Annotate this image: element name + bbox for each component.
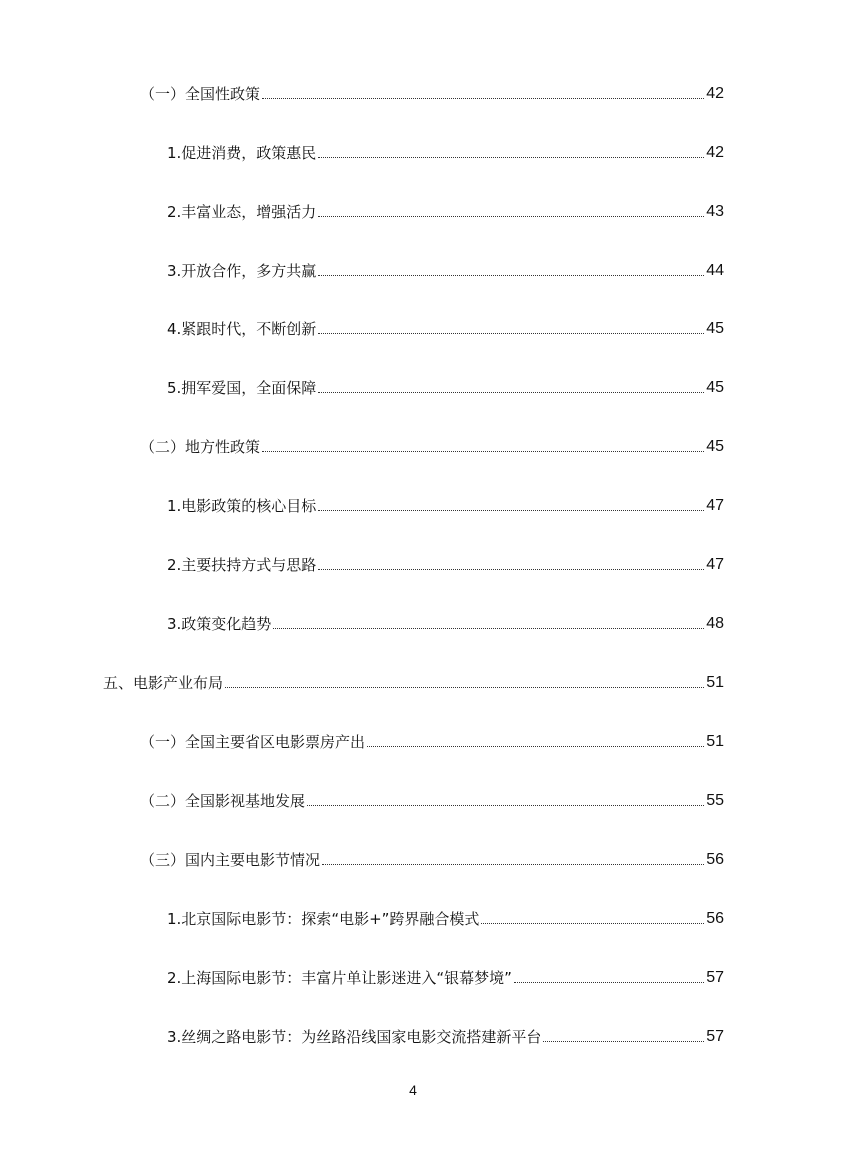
toc-dot-leader <box>322 863 704 865</box>
toc-entry-page: 55 <box>706 792 724 809</box>
toc-dot-leader <box>514 981 704 983</box>
toc-entry-page: 48 <box>706 615 724 632</box>
toc-entry-page: 47 <box>706 556 724 573</box>
toc-entry-page: 57 <box>706 969 724 986</box>
toc-dot-leader <box>225 686 704 688</box>
toc-entry[interactable] <box>140 787 724 811</box>
toc-entry-page: 56 <box>706 851 724 868</box>
toc-entry[interactable] <box>167 964 724 988</box>
toc-entry[interactable] <box>140 846 724 870</box>
toc-entry[interactable] <box>140 80 724 104</box>
toc-entry[interactable] <box>103 669 724 693</box>
toc-entry-page: 42 <box>706 85 724 102</box>
toc-dot-leader <box>262 97 704 99</box>
toc-entry[interactable] <box>167 315 724 339</box>
toc-dot-leader <box>367 745 704 747</box>
page-number: 4 <box>409 1082 417 1098</box>
toc-entry-page: 56 <box>706 910 724 927</box>
toc-entry-title: 3.政策变化趋势 <box>167 615 272 633</box>
toc-entry-page: 57 <box>706 1028 724 1045</box>
toc-entry-title: 2.丰富业态，增强活力 <box>167 203 317 221</box>
toc-entry[interactable] <box>167 551 724 575</box>
toc-entry-page: 51 <box>706 674 724 691</box>
toc-entry[interactable] <box>167 492 724 516</box>
toc-dot-leader <box>318 509 704 511</box>
toc-entry[interactable] <box>167 257 724 281</box>
toc-entry-page: 45 <box>706 438 724 455</box>
toc-dot-leader <box>262 450 704 452</box>
toc-entry-page: 44 <box>706 262 724 279</box>
toc-entry-page: 51 <box>706 733 724 750</box>
toc-entry-title: （一）全国性政策 <box>140 85 261 103</box>
toc-dot-leader <box>318 568 704 570</box>
toc-entry-title: 5.拥军爱国，全面保障 <box>167 379 317 397</box>
toc-entry-page: 45 <box>706 379 724 396</box>
toc-entry-title: 3.开放合作，多方共赢 <box>167 262 317 280</box>
toc-dot-leader <box>318 215 704 217</box>
toc-entry[interactable] <box>167 374 724 398</box>
toc-entry-title: 2.主要扶持方式与思路 <box>167 556 317 574</box>
toc-entry[interactable] <box>167 1023 724 1047</box>
toc-entry[interactable] <box>167 139 724 163</box>
toc-entry-title: （三）国内主要电影节情况 <box>140 851 321 869</box>
toc-dot-leader <box>318 274 704 276</box>
toc-entry-title: 4.紧跟时代，不断创新 <box>167 320 317 338</box>
toc-dot-leader <box>543 1040 704 1042</box>
toc-entry-title: 3.丝绸之路电影节：为丝路沿线国家电影交流搭建新平台 <box>167 1028 542 1046</box>
toc-entry[interactable] <box>140 433 724 457</box>
toc-entry-title: 五、电影产业布局 <box>103 674 224 692</box>
toc-entry-title: 2.上海国际电影节：丰富片单让影迷进入“银幕梦境” <box>167 969 512 987</box>
toc-dot-leader <box>481 922 704 924</box>
toc-entry[interactable] <box>167 610 724 634</box>
toc-entry[interactable] <box>140 728 724 752</box>
toc-dot-leader <box>318 391 704 393</box>
toc-entry-title: 1.北京国际电影节：探索“电影+”跨界融合模式 <box>167 910 480 928</box>
toc-dot-leader <box>273 627 704 629</box>
toc-entry[interactable] <box>167 905 724 929</box>
toc-entry-title: （一）全国主要省区电影票房产出 <box>140 733 366 751</box>
toc-dot-leader <box>318 156 704 158</box>
toc-entry-title: 1.电影政策的核心目标 <box>167 497 317 515</box>
toc-entry-title: （二）地方性政策 <box>140 438 261 456</box>
toc-dot-leader <box>318 332 704 334</box>
toc-entry-title: 1.促进消费，政策惠民 <box>167 144 317 162</box>
toc-entry[interactable] <box>167 198 724 222</box>
toc-dot-leader <box>307 804 704 806</box>
toc-entry-page: 42 <box>706 144 724 161</box>
toc-entry-title: （二）全国影视基地发展 <box>140 792 306 810</box>
toc-entry-page: 45 <box>706 320 724 337</box>
toc-entry-page: 43 <box>706 203 724 220</box>
toc-entry-page: 47 <box>706 497 724 514</box>
